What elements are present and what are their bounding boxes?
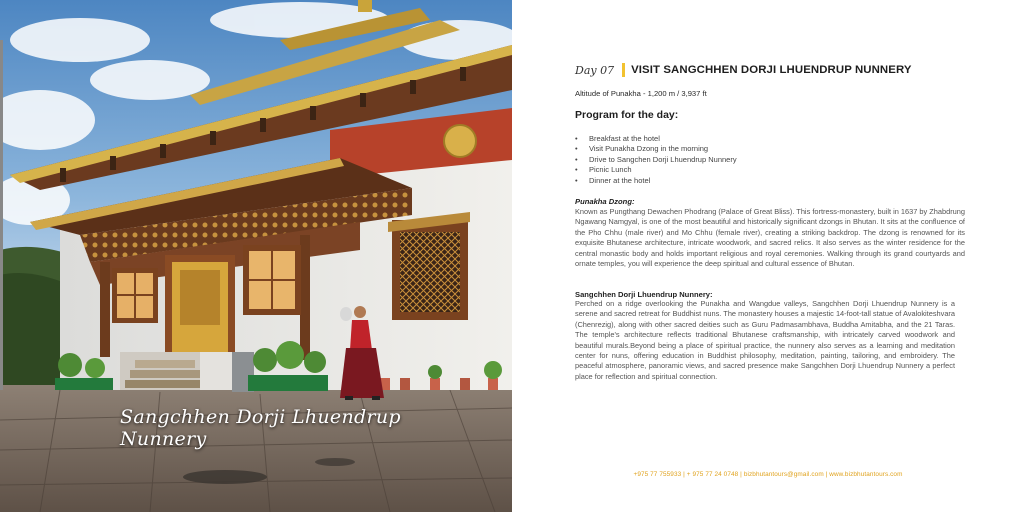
nunnery-description: Perched on a ridge overlooking the Punakha and Wangdue valleys, Sangchhen Dorji Lhuendrup Nunnery is a serene and sacred retreat for Buddhist nuns. The monastery houses a majestic 14-foot-tall statue of Avalokiteshvara (Chenrezig), along with other sacred deities such as Guru Padmasambhava, Buddha Amitabha, and the 21 Taras. The temple's architecture reflects traditional Bhutanese craftsmanship, with intricately carved woodwork and beautiful murals.Beyond being a place of spiritual practice, the nunnery also serves as a learning and meditation center for nuns, offering education in Buddhist philosophy, meditation, painting, tailoring, and embroidery. The peaceful atmosphere, panoramic views, and sacred presence make Sangchhen Dorji Lhuendrup Nunnery a perfect place for reflection and spiritual connection.: [575, 299, 955, 381]
altitude-info: Altitude of Punakha - 1,200 m / 3,937 ft: [575, 89, 707, 98]
bullet-icon: •: [575, 165, 578, 175]
dzong-description: Known as Pungthang Dewachen Phodrang (Palace of Great Bliss). This fortress-monastery, built in 1637 by Zhabdrung Ngawang Namgyal, is one of the most beautiful and historically significant dzongs in Bhutan. It sits at the confluence of the Pho Chhu (male river) and Mo Chhu (female river), creating a striking backdrop. The dzong is renowned for its exquisite Bhutanese architecture, intricate woodwork, and sacred relics. It also serves as the winter residence for the central monastic body and holds important religious and royal ceremonies. Walking through its grand courtyards and ornate temples, you will experience the deep spiritual and cultural essence of Bhutan.: [575, 207, 965, 269]
list-item: [575, 176, 737, 186]
list-item: [575, 134, 737, 144]
day-label: Day 07: [575, 63, 615, 77]
list-item-label: Drive to Sangchen Dorji Lhuendrup Nunnery: [589, 154, 737, 164]
list-item: [575, 165, 737, 175]
day-heading: [575, 63, 912, 77]
itinerary-page: [512, 0, 1024, 512]
bullet-icon: •: [575, 154, 578, 164]
list-item: [575, 144, 737, 154]
list-item-label: Picnic Lunch: [589, 165, 632, 175]
list-item-label: Breakfast at the hotel: [589, 134, 660, 143]
accent-bar: [622, 63, 625, 77]
nunnery-heading: Sangchhen Dorji Lhuendrup Nunnery:: [575, 290, 713, 299]
contact-footer: +975 77 755933 | + 975 77 24 0748 | bizbhutantours@gmail.com | www.bizbhutantours.com: [633, 471, 903, 478]
photo-caption: Sangchhen Dorji Lhuendrup Nunnery: [120, 406, 401, 450]
list-item-label: Visit Punakha Dzong in the morning: [589, 144, 709, 154]
bullet-icon: •: [575, 175, 578, 185]
page-title: VISIT SANGCHHEN DORJI LHUENDRUP NUNNERY: [631, 64, 912, 76]
program-title: Program for the day:: [575, 109, 679, 121]
program-list: [575, 134, 737, 186]
list-item: [575, 155, 737, 165]
dzong-heading: Punakha Dzong:: [575, 197, 635, 206]
bullet-icon: •: [575, 134, 578, 143]
list-item-label: Dinner at the hotel: [589, 175, 651, 185]
bullet-icon: •: [575, 144, 578, 154]
